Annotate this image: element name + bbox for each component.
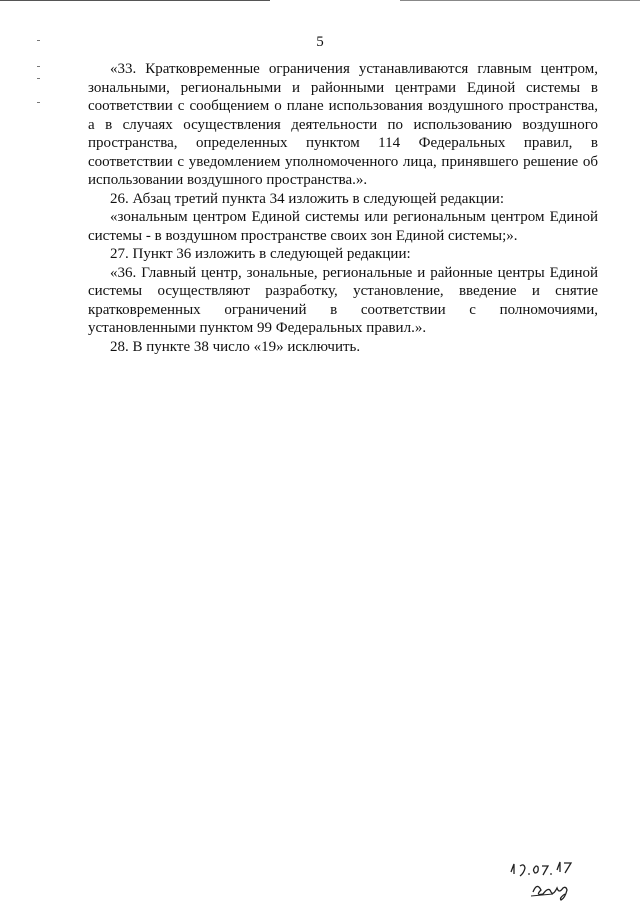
top-rule (0, 0, 270, 1)
paragraph-28: 28. В пункте 38 число «19» исключить. (110, 338, 361, 355)
paragraph-27-text: «36. Главный центр, зональные, региональные и районные центры Единой системы осуществляют разработку, установление, введение и снятие кратковременных ограничений в соответствии с полномочиями, установленными пунктом 99 Федеральных правил.». (88, 264, 598, 336)
paragraph-33: «33. Кратковременные ограничения устанавливаются главным центром, зональными, региональными и районными центрами Единой системы в соответствии с сообщением о плане использования воздушного пространства, а в случаях осуществления деятельности по использованию воздушного пространства, определенных пунктом 114 Федеральных правил, в соответствии с уведомлением уполномоченного лица, принявшего решение об использовании воздушного пространства.». (88, 61, 598, 188)
top-rule-right (400, 0, 640, 1)
document-body (88, 60, 598, 356)
margin-mark (37, 78, 40, 79)
paragraph-27: 27. Пункт 36 изложить в следующей редакции: (110, 246, 411, 262)
paragraph-26: 26. Абзац третий пункта 34 изложить в следующей редакции: (110, 190, 505, 207)
handwritten-signature (505, 858, 595, 903)
margin-mark (37, 102, 40, 103)
paragraph-26-text: «зональным центром Единой системы или региональным центром Единой системы - в воздушном пространстве своих зон Единой системы;». (88, 209, 598, 244)
page-number: 5 (316, 34, 324, 50)
margin-mark (37, 66, 40, 67)
